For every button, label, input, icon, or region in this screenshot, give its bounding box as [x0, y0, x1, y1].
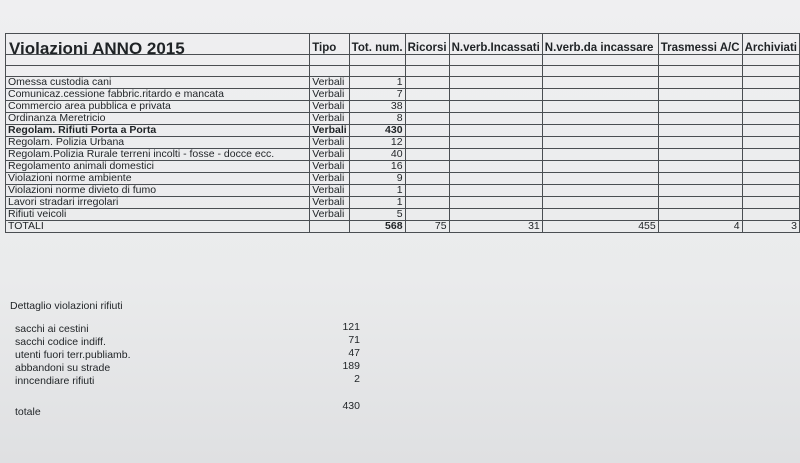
row-tipo: Verbali	[310, 173, 349, 185]
empty-cell	[742, 173, 799, 185]
row-tot-num: 5	[349, 209, 405, 221]
empty-cell	[542, 185, 658, 197]
row-description: Regolam.Polizia Rurale terreni incolti - fosse - docce ecc.	[6, 149, 310, 161]
row-description: Regolamento animali domestici	[6, 161, 310, 173]
table-row	[6, 161, 800, 173]
empty-cell	[742, 77, 799, 89]
table-body	[6, 77, 800, 221]
header-incassati: N.verb.Incassati	[449, 34, 542, 55]
empty-cell	[449, 149, 542, 161]
detail-total-label: totale	[15, 406, 41, 418]
empty-cell	[742, 137, 799, 149]
table-row	[6, 137, 800, 149]
row-description: Omessa custodia cani	[6, 77, 310, 89]
empty-cell	[658, 209, 742, 221]
detail-total-value: 430	[342, 400, 360, 412]
empty-cell	[658, 125, 742, 137]
detail-title: Dettaglio violazioni rifiuti	[10, 300, 123, 312]
row-tot-num: 1	[349, 185, 405, 197]
empty-cell	[449, 197, 542, 209]
row-tot-num: 8	[349, 113, 405, 125]
row-description: Commercio area pubblica e privata	[6, 101, 310, 113]
row-description: Regolam. Rifiuti Porta a Porta	[6, 125, 310, 137]
row-description: Regolam. Polizia Urbana	[6, 137, 310, 149]
empty-cell	[542, 113, 658, 125]
empty-cell	[542, 137, 658, 149]
table-row	[6, 125, 800, 137]
table-header-row	[6, 34, 800, 55]
totals-tot: 568	[349, 221, 405, 233]
empty-cell	[742, 101, 799, 113]
header-tot-num: Tot. num.	[349, 34, 405, 55]
empty-cell	[449, 161, 542, 173]
row-tot-num: 40	[349, 149, 405, 161]
row-tipo: Verbali	[310, 149, 349, 161]
empty-cell	[449, 77, 542, 89]
row-tipo: Verbali	[310, 161, 349, 173]
table-row	[6, 149, 800, 161]
empty-cell	[405, 173, 449, 185]
row-tipo: Verbali	[310, 113, 349, 125]
empty-cell	[542, 161, 658, 173]
empty-cell	[742, 197, 799, 209]
detail-row	[15, 349, 360, 361]
detail-label: sacchi ai cestini	[15, 323, 89, 335]
totals-incassati: 31	[449, 221, 542, 233]
table-title: Violazioni ANNO 2015	[6, 34, 310, 55]
header-archiviati: Archiviati	[742, 34, 799, 55]
empty-cell	[542, 101, 658, 113]
totals-trasmessi: 4	[658, 221, 742, 233]
row-tot-num: 9	[349, 173, 405, 185]
detail-value: 47	[348, 347, 360, 359]
row-description: Lavori stradari irregolari	[6, 197, 310, 209]
empty-cell	[658, 185, 742, 197]
empty-cell	[542, 125, 658, 137]
row-tipo: Verbali	[310, 77, 349, 89]
detail-row	[15, 362, 360, 374]
empty-cell	[542, 173, 658, 185]
row-description: Violazioni norme ambiente	[6, 173, 310, 185]
table-row	[6, 113, 800, 125]
empty-cell	[449, 125, 542, 137]
detail-label: abbandoni su strade	[15, 362, 111, 374]
row-tipo: Verbali	[310, 125, 349, 137]
empty-cell	[449, 101, 542, 113]
row-tipo: Verbali	[310, 185, 349, 197]
row-tipo: Verbali	[310, 89, 349, 101]
totals-da-incassare: 455	[542, 221, 658, 233]
detail-row	[15, 336, 360, 348]
empty-cell	[449, 173, 542, 185]
detail-value: 121	[342, 321, 360, 333]
row-tot-num: 7	[349, 89, 405, 101]
detail-row	[15, 375, 360, 387]
empty-cell	[405, 161, 449, 173]
detail-label: inncendiare rifiuti	[15, 375, 95, 387]
row-tipo: Verbali	[310, 197, 349, 209]
row-tot-num: 1	[349, 197, 405, 209]
blank-row	[6, 55, 800, 66]
empty-cell	[542, 209, 658, 221]
row-tot-num: 38	[349, 101, 405, 113]
row-tipo: Verbali	[310, 209, 349, 221]
empty-cell	[742, 209, 799, 221]
empty-cell	[742, 161, 799, 173]
empty-cell	[658, 161, 742, 173]
row-tot-num: 430	[349, 125, 405, 137]
empty-cell	[742, 89, 799, 101]
empty-cell	[658, 197, 742, 209]
empty-cell	[658, 89, 742, 101]
detail-row	[15, 323, 360, 335]
empty-cell	[658, 149, 742, 161]
empty-cell	[449, 209, 542, 221]
violations-table	[5, 33, 800, 233]
empty-cell	[658, 137, 742, 149]
totals-ricorsi: 75	[405, 221, 449, 233]
empty-cell	[542, 197, 658, 209]
empty-cell	[405, 137, 449, 149]
empty-cell	[449, 137, 542, 149]
row-tot-num: 16	[349, 161, 405, 173]
empty-cell	[542, 149, 658, 161]
empty-cell	[405, 185, 449, 197]
detail-total-row	[15, 400, 360, 418]
row-description: Ordinanza Meretricio	[6, 113, 310, 125]
empty-cell	[449, 89, 542, 101]
empty-cell	[742, 125, 799, 137]
row-tipo: Verbali	[310, 137, 349, 149]
row-tipo: Verbali	[310, 101, 349, 113]
row-tot-num: 1	[349, 77, 405, 89]
totals-label: TOTALI	[6, 221, 310, 233]
empty-cell	[405, 113, 449, 125]
header-ricorsi: Ricorsi	[405, 34, 449, 55]
blank-row	[6, 66, 800, 77]
detail-label: sacchi codice indiff.	[15, 336, 106, 348]
empty-cell	[658, 113, 742, 125]
empty-cell	[405, 197, 449, 209]
row-description: Rifiuti veicoli	[6, 209, 310, 221]
empty-cell	[449, 113, 542, 125]
table-row	[6, 185, 800, 197]
table-row	[6, 101, 800, 113]
header-trasmessi: Trasmessi A/C	[658, 34, 742, 55]
header-da-incassare: N.verb.da incassare	[542, 34, 658, 55]
row-description: Comunicaz.cessione fabbric.ritardo e mancata	[6, 89, 310, 101]
totals-archiviati: 3	[742, 221, 799, 233]
table-row	[6, 77, 800, 89]
empty-cell	[405, 149, 449, 161]
detail-value: 71	[348, 334, 360, 346]
empty-cell	[542, 77, 658, 89]
empty-cell	[658, 101, 742, 113]
empty-cell	[405, 125, 449, 137]
table-row	[6, 89, 800, 101]
detail-value: 189	[342, 360, 360, 372]
row-tot-num: 12	[349, 137, 405, 149]
totals-row	[6, 221, 800, 233]
empty-cell	[742, 149, 799, 161]
empty-cell	[742, 113, 799, 125]
empty-cell	[405, 209, 449, 221]
table-row	[6, 173, 800, 185]
empty-cell	[658, 77, 742, 89]
empty-cell	[542, 89, 658, 101]
empty-cell	[658, 173, 742, 185]
empty-cell	[405, 77, 449, 89]
empty-cell	[405, 89, 449, 101]
detail-value: 2	[354, 373, 360, 385]
empty-cell	[742, 185, 799, 197]
header-tipo: Tipo	[310, 34, 349, 55]
detail-label: utenti fuori terr.publiamb.	[15, 349, 131, 361]
table-row	[6, 197, 800, 209]
table-row	[6, 209, 800, 221]
row-description: Violazioni norme divieto di fumo	[6, 185, 310, 197]
empty-cell	[405, 101, 449, 113]
empty-cell	[449, 185, 542, 197]
